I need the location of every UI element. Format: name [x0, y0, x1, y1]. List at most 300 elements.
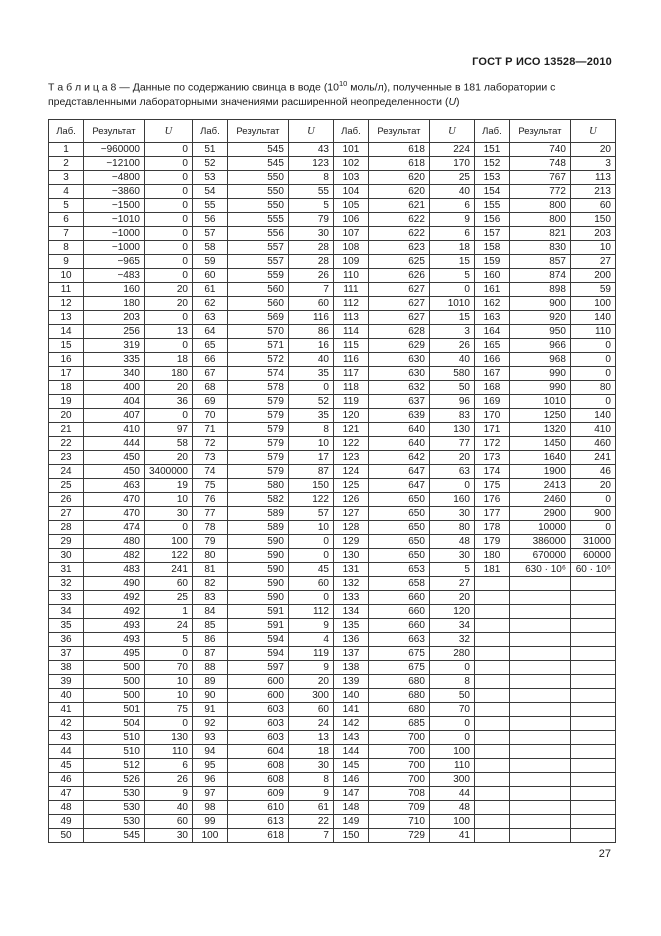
u-cell: 20 [145, 283, 193, 297]
u-cell: 119 [288, 647, 333, 661]
column-header: Лаб. [49, 120, 84, 143]
u-cell [570, 801, 615, 815]
lab-number-cell [474, 605, 509, 619]
result-cell: 1900 [509, 465, 570, 479]
table-body [49, 143, 616, 843]
caption-text-2: моль/л), полученные в 181 лаборатории с представленными лабораторными значениями расширенной неопределенности ( [48, 81, 556, 108]
result-cell: 579 [227, 451, 288, 465]
lab-number-cell: 131 [333, 563, 368, 577]
table-row [49, 227, 616, 241]
result-cell: 630 [368, 367, 429, 381]
u-cell: 18 [429, 241, 474, 255]
u-cell: 0 [145, 143, 193, 157]
u-cell: 10 [145, 675, 193, 689]
u-cell: 8 [429, 675, 474, 689]
result-cell: 591 [227, 619, 288, 633]
lab-number-cell [474, 633, 509, 647]
u-cell: 0 [145, 157, 193, 171]
result-cell: 621 [368, 199, 429, 213]
lab-number-cell: 65 [192, 339, 227, 353]
result-cell: 647 [368, 479, 429, 493]
u-cell: 100 [570, 297, 615, 311]
lab-number-cell: 56 [192, 213, 227, 227]
u-cell: 43 [288, 143, 333, 157]
u-cell: 35 [288, 367, 333, 381]
u-cell: 96 [429, 395, 474, 409]
u-cell: 10 [145, 493, 193, 507]
lab-number-cell: 50 [49, 829, 84, 843]
lab-number-cell: 161 [474, 283, 509, 297]
result-cell: 530 [84, 815, 145, 829]
u-cell: 50 [429, 381, 474, 395]
lab-number-cell: 125 [333, 479, 368, 493]
u-cell: 61 [288, 801, 333, 815]
u-cell: 3 [570, 157, 615, 171]
lab-number-cell: 124 [333, 465, 368, 479]
u-cell: 30 [145, 507, 193, 521]
u-cell: 86 [288, 325, 333, 339]
result-cell: 600 [227, 689, 288, 703]
lab-number-cell: 66 [192, 353, 227, 367]
lab-number-cell: 100 [192, 829, 227, 843]
lab-number-cell [474, 619, 509, 633]
result-cell: 650 [368, 549, 429, 563]
lab-number-cell [474, 731, 509, 745]
u-cell: 20 [429, 591, 474, 605]
result-cell: 556 [227, 227, 288, 241]
table-row [49, 339, 616, 353]
u-cell: 0 [288, 549, 333, 563]
u-cell: 60 [288, 577, 333, 591]
lab-number-cell: 89 [192, 675, 227, 689]
lab-number-cell: 74 [192, 465, 227, 479]
u-cell: 140 [570, 409, 615, 423]
result-cell [509, 689, 570, 703]
lab-number-cell: 134 [333, 605, 368, 619]
result-cell: 589 [227, 507, 288, 521]
lab-number-cell: 105 [333, 199, 368, 213]
lab-number-cell: 172 [474, 437, 509, 451]
result-cell: 830 [509, 241, 570, 255]
result-cell: 590 [227, 563, 288, 577]
table-row [49, 661, 616, 675]
u-cell: 112 [288, 605, 333, 619]
u-cell: 10 [145, 689, 193, 703]
result-cell: 653 [368, 563, 429, 577]
u-cell: 180 [145, 367, 193, 381]
result-cell: 450 [84, 451, 145, 465]
lab-number-cell: 123 [333, 451, 368, 465]
lab-number-cell: 102 [333, 157, 368, 171]
u-cell: 9 [288, 787, 333, 801]
u-cell: 20 [145, 381, 193, 395]
u-cell: 100 [145, 535, 193, 549]
u-cell [570, 703, 615, 717]
result-cell: 708 [368, 787, 429, 801]
u-cell: 900 [570, 507, 615, 521]
u-cell: 213 [570, 185, 615, 199]
result-cell: 700 [368, 745, 429, 759]
caption-u-symbol: U [448, 95, 457, 108]
u-cell: 6 [429, 199, 474, 213]
result-cell: 772 [509, 185, 570, 199]
lab-number-cell: 21 [49, 423, 84, 437]
lab-number-cell: 17 [49, 367, 84, 381]
result-cell: 386000 [509, 535, 570, 549]
result-cell: 1320 [509, 423, 570, 437]
result-cell: 603 [227, 717, 288, 731]
lab-number-cell: 142 [333, 717, 368, 731]
lab-number-cell: 75 [192, 479, 227, 493]
lab-number-cell [474, 717, 509, 731]
u-cell [570, 647, 615, 661]
u-cell: 20 [145, 451, 193, 465]
result-cell: 700 [368, 731, 429, 745]
result-cell: 630 [368, 353, 429, 367]
result-cell: 650 [368, 535, 429, 549]
result-cell: −483 [84, 269, 145, 283]
result-cell: 675 [368, 647, 429, 661]
lab-number-cell: 18 [49, 381, 84, 395]
u-cell: 0 [145, 185, 193, 199]
lab-number-cell: 84 [192, 605, 227, 619]
result-cell: 1010 [509, 395, 570, 409]
u-cell: 122 [288, 493, 333, 507]
u-cell: 113 [570, 171, 615, 185]
result-cell: 571 [227, 339, 288, 353]
lab-number-cell [474, 689, 509, 703]
result-cell: 470 [84, 507, 145, 521]
lab-number-cell: 164 [474, 325, 509, 339]
u-cell: 40 [429, 185, 474, 199]
result-cell: 578 [227, 381, 288, 395]
lab-number-cell: 153 [474, 171, 509, 185]
u-cell: 20 [570, 479, 615, 493]
u-cell [570, 815, 615, 829]
lab-number-cell: 140 [333, 689, 368, 703]
u-cell: 0 [145, 311, 193, 325]
u-cell: 130 [429, 423, 474, 437]
lab-number-cell: 33 [49, 591, 84, 605]
u-cell: 80 [429, 521, 474, 535]
result-cell: 501 [84, 703, 145, 717]
lab-number-cell: 72 [192, 437, 227, 451]
result-cell: 579 [227, 409, 288, 423]
u-cell: 60000 [570, 549, 615, 563]
table-row [49, 759, 616, 773]
u-cell: 0 [145, 339, 193, 353]
u-cell: 9 [288, 619, 333, 633]
lab-number-cell: 174 [474, 465, 509, 479]
result-cell: 594 [227, 647, 288, 661]
u-cell: 0 [570, 521, 615, 535]
result-cell: 545 [227, 157, 288, 171]
result-cell: 530 [84, 787, 145, 801]
u-cell: 203 [570, 227, 615, 241]
lab-number-cell: 112 [333, 297, 368, 311]
result-cell: 990 [509, 367, 570, 381]
u-cell: 57 [288, 507, 333, 521]
lab-number-cell: 80 [192, 549, 227, 563]
result-cell: 618 [368, 157, 429, 171]
u-cell: 26 [429, 339, 474, 353]
u-cell: 0 [288, 591, 333, 605]
lab-number-cell: 143 [333, 731, 368, 745]
lab-number-cell: 77 [192, 507, 227, 521]
lab-number-cell: 145 [333, 759, 368, 773]
result-cell: 966 [509, 339, 570, 353]
lab-number-cell [474, 787, 509, 801]
column-header: Лаб. [192, 120, 227, 143]
u-cell: 25 [145, 591, 193, 605]
result-cell: −1000 [84, 241, 145, 255]
result-cell: 680 [368, 675, 429, 689]
table-row [49, 283, 616, 297]
table-row [49, 577, 616, 591]
u-cell: 83 [429, 409, 474, 423]
lab-number-cell [474, 773, 509, 787]
result-cell: 2460 [509, 493, 570, 507]
lab-number-cell: 97 [192, 787, 227, 801]
result-cell: 680 [368, 689, 429, 703]
lab-number-cell: 158 [474, 241, 509, 255]
lab-number-cell: 103 [333, 171, 368, 185]
u-cell: 70 [145, 661, 193, 675]
u-cell: 16 [288, 339, 333, 353]
result-cell: 504 [84, 717, 145, 731]
lab-number-cell: 60 [192, 269, 227, 283]
result-cell: −3860 [84, 185, 145, 199]
lab-number-cell: 179 [474, 535, 509, 549]
lab-number-cell: 163 [474, 311, 509, 325]
result-cell: 510 [84, 745, 145, 759]
table-row [49, 437, 616, 451]
lab-number-cell: 25 [49, 479, 84, 493]
result-cell: 530 [84, 801, 145, 815]
table-row [49, 717, 616, 731]
result-cell: 629 [368, 339, 429, 353]
lab-number-cell: 173 [474, 451, 509, 465]
u-cell: 0 [288, 535, 333, 549]
result-cell: 627 [368, 311, 429, 325]
lab-number-cell: 43 [49, 731, 84, 745]
u-cell: 122 [145, 549, 193, 563]
u-cell: 8 [288, 423, 333, 437]
lab-number-cell: 22 [49, 437, 84, 451]
result-cell: 640 [368, 437, 429, 451]
lab-number-cell: 146 [333, 773, 368, 787]
table-row [49, 143, 616, 157]
u-cell: 0 [145, 227, 193, 241]
result-cell: 570 [227, 325, 288, 339]
result-cell [509, 717, 570, 731]
result-cell: 767 [509, 171, 570, 185]
lab-number-cell: 93 [192, 731, 227, 745]
lab-number-cell: 69 [192, 395, 227, 409]
result-cell: 604 [227, 745, 288, 759]
table-row [49, 507, 616, 521]
lab-number-cell: 67 [192, 367, 227, 381]
table-row [49, 395, 616, 409]
u-cell: 26 [145, 773, 193, 787]
lab-number-cell: 136 [333, 633, 368, 647]
u-cell: 150 [570, 213, 615, 227]
u-cell: 300 [429, 773, 474, 787]
result-cell: 579 [227, 395, 288, 409]
table-caption [48, 79, 615, 109]
lab-number-cell: 178 [474, 521, 509, 535]
lab-number-cell: 40 [49, 689, 84, 703]
result-cell: 492 [84, 591, 145, 605]
lab-number-cell: 44 [49, 745, 84, 759]
table-row [49, 591, 616, 605]
u-cell: 17 [288, 451, 333, 465]
result-cell: 898 [509, 283, 570, 297]
result-cell: 640 [368, 423, 429, 437]
u-cell: 9 [288, 661, 333, 675]
result-cell: 628 [368, 325, 429, 339]
u-cell: 79 [288, 213, 333, 227]
lab-number-cell: 128 [333, 521, 368, 535]
u-cell: 20 [570, 143, 615, 157]
u-cell: 34 [429, 619, 474, 633]
lab-number-cell: 19 [49, 395, 84, 409]
u-cell [570, 619, 615, 633]
lab-number-cell: 62 [192, 297, 227, 311]
result-cell: 203 [84, 311, 145, 325]
lab-number-cell: 115 [333, 339, 368, 353]
u-cell: 5 [429, 563, 474, 577]
lab-number-cell: 120 [333, 409, 368, 423]
result-cell: 650 [368, 521, 429, 535]
u-cell: 0 [145, 409, 193, 423]
u-cell: 460 [570, 437, 615, 451]
u-cell: 0 [570, 339, 615, 353]
result-cell: 482 [84, 549, 145, 563]
result-cell: 450 [84, 465, 145, 479]
lab-number-cell: 83 [192, 591, 227, 605]
result-cell: 627 [368, 283, 429, 297]
lab-number-cell: 8 [49, 241, 84, 255]
lab-number-cell: 71 [192, 423, 227, 437]
lab-number-cell: 35 [49, 619, 84, 633]
u-cell: 87 [288, 465, 333, 479]
lab-number-cell [474, 661, 509, 675]
result-cell: 800 [509, 199, 570, 213]
lab-number-cell: 154 [474, 185, 509, 199]
result-cell: 632 [368, 381, 429, 395]
u-cell: 52 [288, 395, 333, 409]
lab-number-cell [474, 703, 509, 717]
result-cell: −960000 [84, 143, 145, 157]
result-cell: 620 [368, 171, 429, 185]
u-cell [570, 745, 615, 759]
u-cell: 97 [145, 423, 193, 437]
table-row [49, 297, 616, 311]
u-cell: 10 [570, 241, 615, 255]
result-cell: 594 [227, 633, 288, 647]
table-row [49, 325, 616, 339]
lab-number-cell: 117 [333, 367, 368, 381]
column-header: Результат [84, 120, 145, 143]
table-row [49, 549, 616, 563]
lab-number-cell: 171 [474, 423, 509, 437]
lab-number-cell: 167 [474, 367, 509, 381]
result-cell: 613 [227, 815, 288, 829]
table-row [49, 773, 616, 787]
table-row [49, 269, 616, 283]
result-cell: 512 [84, 759, 145, 773]
lab-number-cell: 177 [474, 507, 509, 521]
u-cell: 150 [288, 479, 333, 493]
lab-number-cell: 11 [49, 283, 84, 297]
result-cell: 622 [368, 213, 429, 227]
u-cell: 0 [145, 647, 193, 661]
table-row [49, 451, 616, 465]
result-cell: 495 [84, 647, 145, 661]
lab-number-cell: 48 [49, 801, 84, 815]
u-cell: 35 [288, 409, 333, 423]
column-header: Лаб. [333, 120, 368, 143]
result-cell: 709 [368, 801, 429, 815]
result-cell: 597 [227, 661, 288, 675]
result-cell: 579 [227, 423, 288, 437]
lab-number-cell: 7 [49, 227, 84, 241]
lab-number-cell: 86 [192, 633, 227, 647]
lab-number-cell: 10 [49, 269, 84, 283]
result-cell: 483 [84, 563, 145, 577]
u-cell: 0 [145, 521, 193, 535]
lab-number-cell: 9 [49, 255, 84, 269]
lab-number-cell: 137 [333, 647, 368, 661]
lab-number-cell: 147 [333, 787, 368, 801]
result-cell: 660 [368, 619, 429, 633]
column-header: Результат [509, 120, 570, 143]
lab-number-cell: 59 [192, 255, 227, 269]
u-cell: 7 [288, 283, 333, 297]
u-cell: 10 [288, 437, 333, 451]
u-cell: 1 [145, 605, 193, 619]
u-cell: 300 [288, 689, 333, 703]
u-cell: 8 [288, 773, 333, 787]
lab-number-cell: 58 [192, 241, 227, 255]
result-cell: 950 [509, 325, 570, 339]
result-cell: 574 [227, 367, 288, 381]
u-cell: 120 [429, 605, 474, 619]
result-cell: 591 [227, 605, 288, 619]
u-cell: 15 [429, 255, 474, 269]
header-row [49, 120, 616, 143]
result-cell: 623 [368, 241, 429, 255]
lab-number-cell: 63 [192, 311, 227, 325]
lab-number-cell: 54 [192, 185, 227, 199]
lab-number-cell: 170 [474, 409, 509, 423]
result-cell: 630 · 10⁶ [509, 563, 570, 577]
lab-number-cell: 87 [192, 647, 227, 661]
document-header: ГОСТ Р ИСО 13528—2010 [472, 56, 612, 68]
u-cell: 5 [288, 199, 333, 213]
lab-number-cell: 127 [333, 507, 368, 521]
result-cell [509, 703, 570, 717]
u-cell: 40 [145, 801, 193, 815]
u-cell: 100 [429, 745, 474, 759]
lab-number-cell: 51 [192, 143, 227, 157]
column-header: Результат [368, 120, 429, 143]
u-cell: 60 [145, 815, 193, 829]
lab-number-cell: 55 [192, 199, 227, 213]
u-cell: 55 [288, 185, 333, 199]
u-cell: 110 [145, 745, 193, 759]
